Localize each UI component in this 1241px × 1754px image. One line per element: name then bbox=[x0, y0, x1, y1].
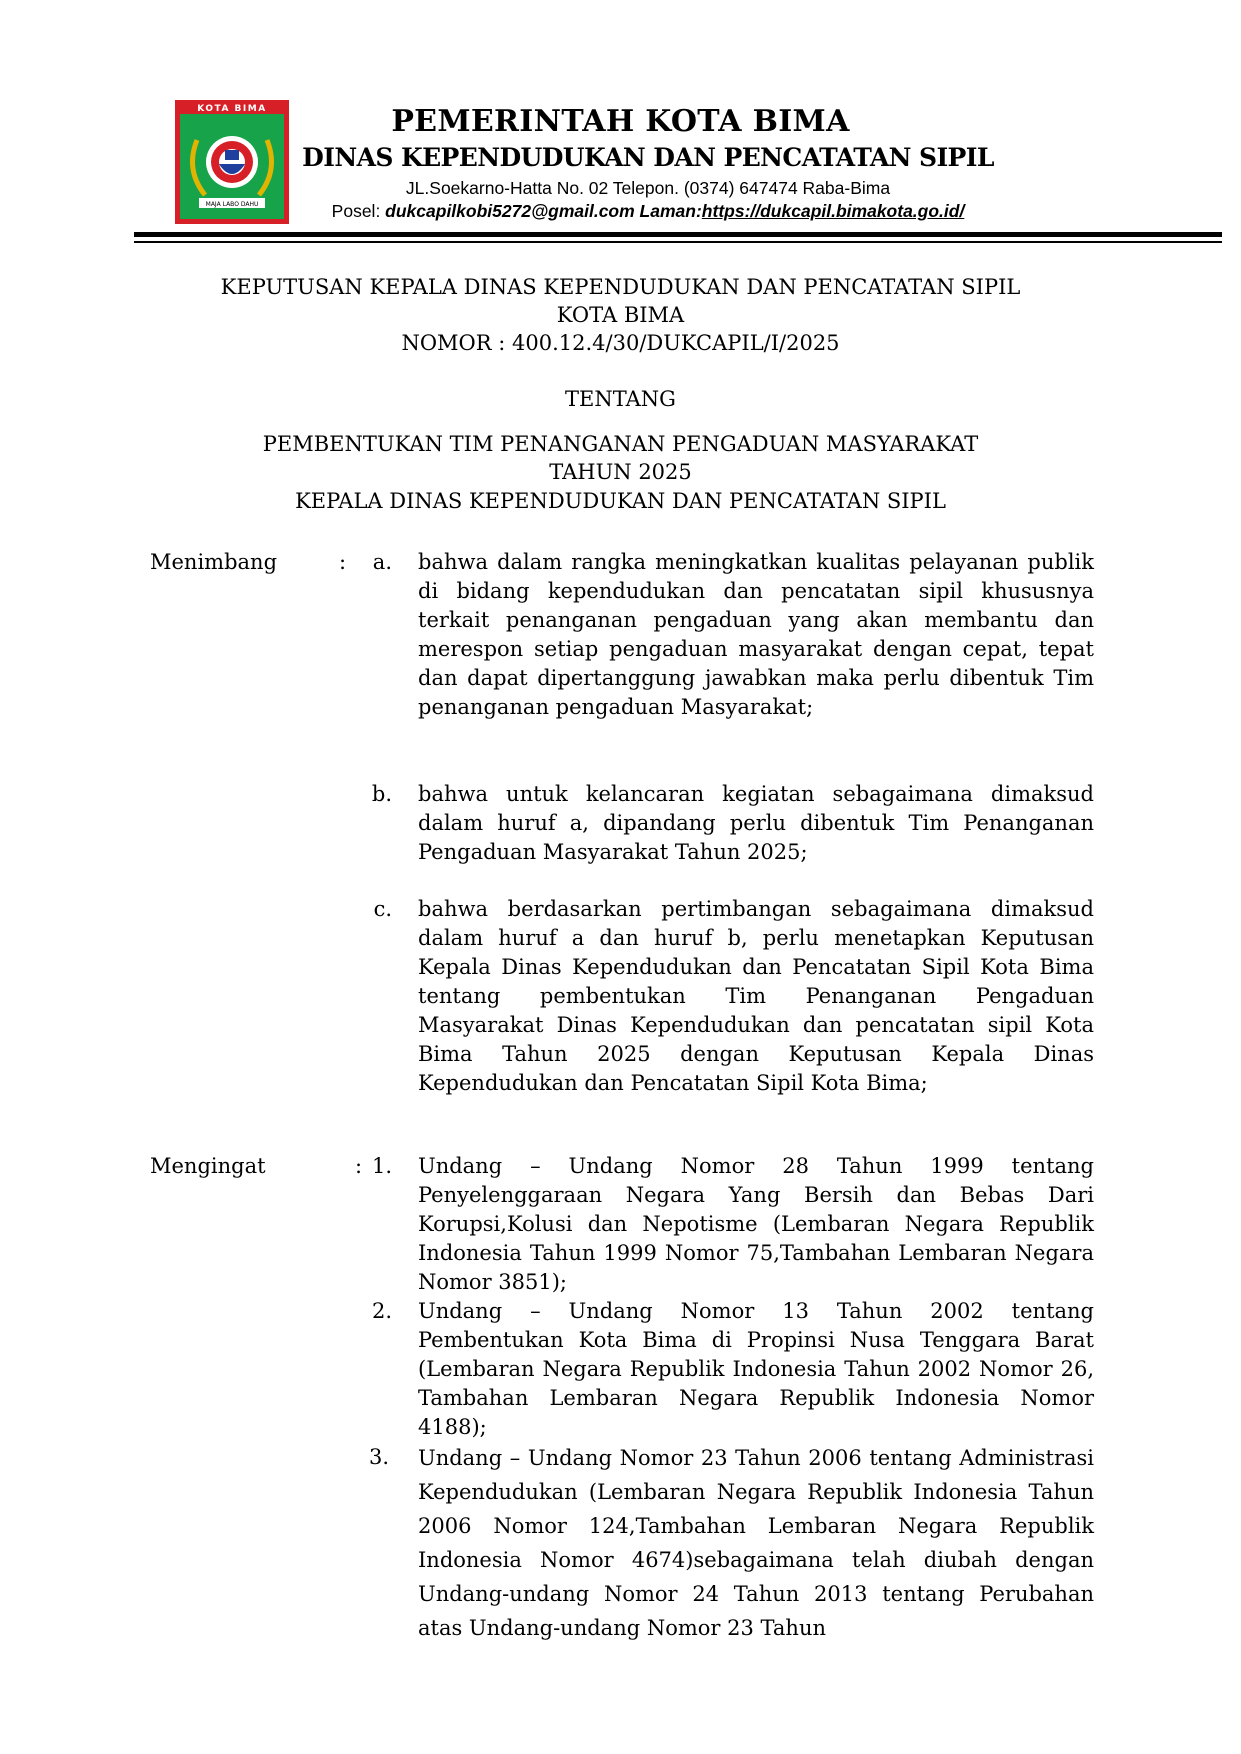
menimbang-item-mark: a. bbox=[372, 550, 392, 574]
decree-title-line-1: KEPUTUSAN KEPALA DINAS KEPENDUDUKAN DAN PENCATATAN SIPIL bbox=[220, 275, 1021, 299]
decree-title-line-2: KOTA BIMA bbox=[556, 303, 685, 327]
mengingat-item-text: Undang – Undang Nomor 13 Tahun 2002 tentang Pembentukan Kota Bima di Propinsi Nusa Tenggara Barat (Lembaran Negara Republik Indonesia Tahun 2002 Nomor 26, Tambahan Lembaran Negara Republik Indonesia Nomor 4188); bbox=[418, 1299, 1094, 1439]
agency-address: JL.Soekarno-Hatta No. 02 Telepon. (0374) 647474 Raba-Bima bbox=[405, 178, 891, 198]
mengingat-item-mark: 1. bbox=[371, 1154, 392, 1178]
letterhead-divider-thin bbox=[134, 241, 1222, 243]
decree-subject-line-2: TAHUN 2025 bbox=[549, 460, 692, 484]
letterhead-divider-thick bbox=[134, 232, 1222, 237]
mengingat-item-mark: 3. bbox=[368, 1445, 389, 1469]
agency-name: DINAS KEPENDUDUKAN DAN PENCATATAN SIPIL bbox=[302, 143, 994, 172]
mengingat-label: Mengingat bbox=[150, 1154, 266, 1178]
decree-subject-line-1: PEMBENTUKAN TIM PENANGANAN PENGADUAN MASYARAKAT bbox=[262, 432, 979, 456]
decree-number: NOMOR : 400.12.4/30/DUKCAPIL/I/2025 bbox=[401, 331, 840, 355]
government-title: PEMERINTAH KOTA BIMA bbox=[391, 104, 850, 139]
menimbang-colon: : bbox=[339, 550, 347, 574]
menimbang-item-text: bahwa dalam rangka meningkatkan kualitas pelayanan publik di bidang kependudukan dan pencatatan sipil khususnya terkait penanganan pengaduan yang akan membantu dan merespon setiap pengaduan masyarakat dengan cepat, tepat dan dapat dipertanggung jawabkan maka perlu dibentuk Tim penanganan pengaduan Masyarakat; bbox=[418, 550, 1094, 719]
web-prefix: Laman: bbox=[634, 201, 702, 221]
logo-motto: MAJA LABO DAHU bbox=[205, 201, 259, 208]
menimbang-item-text: bahwa berdasarkan pertimbangan sebagaimana dimaksud dalam huruf a dan huruf b, perlu menetapkan Keputusan Kepala Dinas Kependudukan dan Pencatatan Sipil Kota Bima tentang pembentukan Tim Penanganan Pengaduan Masyarakat Dinas Kependudukan dan pencatatan sipil Kota Bima Tahun 2025 dengan Keputusan Kepala Dinas Kependudukan dan Pencatatan Sipil Kota Bima; bbox=[418, 897, 1094, 1095]
email-address: dukcapilkobi5272@gmail.com bbox=[385, 201, 635, 221]
website-link[interactable]: https://dukcapil.bimakota.go.id/ bbox=[701, 201, 965, 221]
decree-issuer: KEPALA DINAS KEPENDUDUKAN DAN PENCATATAN SIPIL bbox=[295, 489, 946, 513]
menimbang-item-mark: b. bbox=[371, 782, 392, 806]
menimbang-item-text: bahwa untuk kelancaran kegiatan sebagaimana dimaksud dalam huruf a, dipandang perlu dibentuk Tim Penanganan Pengaduan Masyarakat Tahun 2025; bbox=[418, 782, 1094, 864]
mengingat-item-text: Undang – Undang Nomor 23 Tahun 2006 tentang Administrasi Kependudukan (Lembaran Negara Republik Indonesia Tahun 2006 Nomor 124,Tambahan Lembaran Negara Republik Indonesia Nomor 4674)sebagaimana telah diubah dengan Undang-undang Nomor 24 Tahun 2013 tentang Perubahan atas Undang-undang Nomor 23 Tahun bbox=[418, 1446, 1094, 1640]
svg-text:KOTA BIMA: KOTA BIMA bbox=[197, 104, 267, 114]
menimbang-label: Menimbang bbox=[150, 550, 278, 574]
mengingat-colon: : bbox=[355, 1154, 363, 1178]
mengingat-item-text: Undang – Undang Nomor 28 Tahun 1999 tentang Penyelenggaraan Negara Yang Bersih dan Bebas Dari Korupsi,Kolusi dan Nepotisme (Lembaran Negara Republik Indonesia Tahun 1999 Nomor 75,Tambahan Lembaran Negara Nomor 3851); bbox=[418, 1154, 1094, 1294]
menimbang-item-mark: c. bbox=[373, 897, 392, 921]
agency-contact bbox=[298, 201, 998, 222]
decree-about: TENTANG bbox=[565, 387, 676, 411]
contact-prefix: Posel: bbox=[331, 201, 386, 221]
mengingat-item-mark: 2. bbox=[371, 1299, 392, 1323]
